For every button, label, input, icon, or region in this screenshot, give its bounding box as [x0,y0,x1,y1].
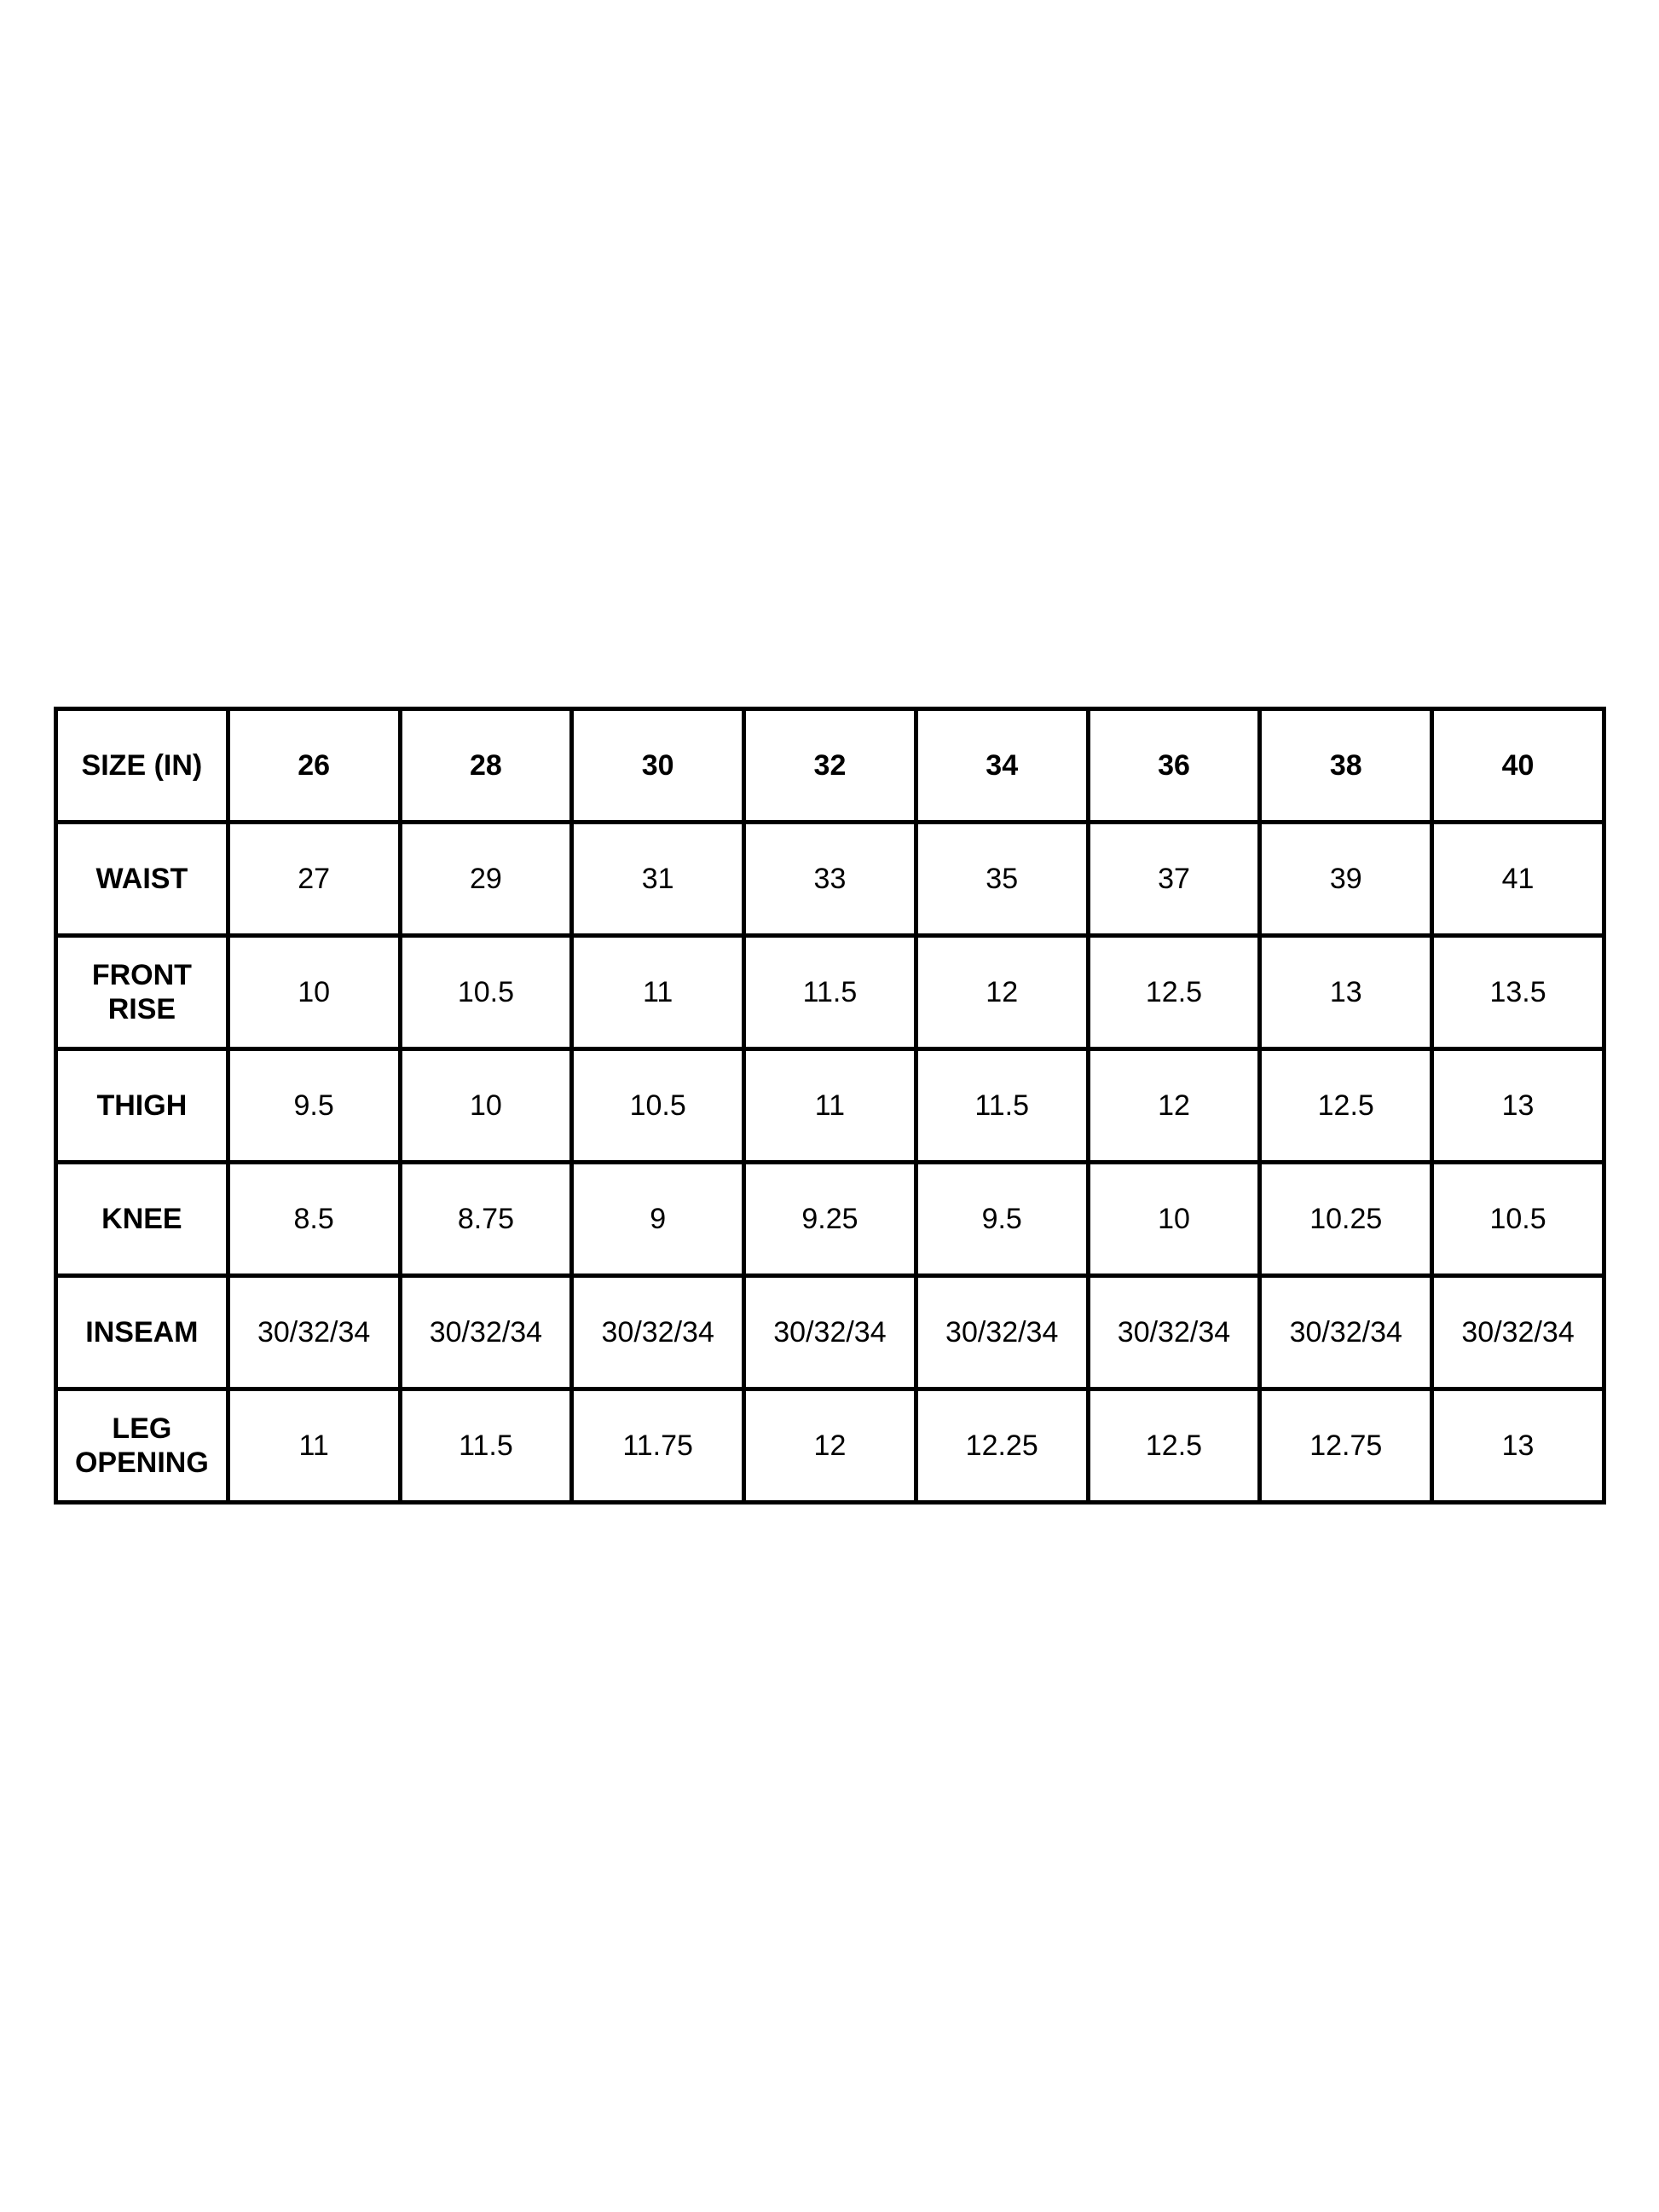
value-cell: 8.5 [228,1163,400,1276]
row-label-cell [56,1049,228,1163]
value-cell: 41 [1432,823,1604,936]
value-cell: 12 [916,936,1088,1049]
value-cell: 30/32/34 [1432,1276,1604,1389]
row-label-line: RISE [107,993,176,1025]
value-cell: 30/32/34 [916,1276,1088,1389]
value-cell: 39 [1260,823,1432,936]
value-cell: 12.5 [1088,936,1260,1049]
measurement-row-waist [56,823,1604,936]
header-row [56,709,1604,823]
row-label-cell [56,1163,228,1276]
value-cell: 10.5 [400,936,572,1049]
value-cell: 30/32/34 [228,1276,400,1389]
value-cell: 11 [228,1389,400,1503]
value-cell: 9.5 [228,1049,400,1163]
value-cell: 12.5 [1088,1389,1260,1503]
value-cell: 31 [572,823,744,936]
size-header-cell: 28 [400,709,572,823]
size-header-cell: 38 [1260,709,1432,823]
size-header-cell: 34 [916,709,1088,823]
measurement-row-inseam [56,1276,1604,1389]
row-label-cell [56,936,228,1049]
value-cell: 12.5 [1260,1049,1432,1163]
value-cell: 9.25 [744,1163,916,1276]
row-label-cell [56,1276,228,1389]
row-label-line: THIGH [96,1089,188,1122]
value-cell: 30/32/34 [572,1276,744,1389]
value-cell: 30/32/34 [744,1276,916,1389]
value-cell: 10 [228,936,400,1049]
value-cell: 30/32/34 [400,1276,572,1389]
size-header-cell: 32 [744,709,916,823]
value-cell: 13.5 [1432,936,1604,1049]
value-cell: 12.25 [916,1389,1088,1503]
row-label-line: INSEAM [85,1316,199,1349]
value-cell: 10.5 [572,1049,744,1163]
measurement-row-knee [56,1163,1604,1276]
value-cell: 37 [1088,823,1260,936]
row-label-cell [56,823,228,936]
value-cell: 30/32/34 [1088,1276,1260,1389]
value-cell: 35 [916,823,1088,936]
row-label-line: KNEE [101,1203,182,1235]
row-label-line: LEG [112,1412,172,1445]
value-cell: 12.75 [1260,1389,1432,1503]
value-cell: 10 [400,1049,572,1163]
value-cell: 29 [400,823,572,936]
value-cell: 12 [744,1389,916,1503]
measurement-row-front-rise [56,936,1604,1049]
value-cell: 11.5 [744,936,916,1049]
row-label-line: FRONT [91,959,192,991]
value-cell: 30/32/34 [1260,1276,1432,1389]
size-header-cell: 30 [572,709,744,823]
value-cell: 11.75 [572,1389,744,1503]
value-cell: 27 [228,823,400,936]
value-cell: 12 [1088,1049,1260,1163]
value-cell: 10 [1088,1163,1260,1276]
value-cell: 13 [1260,936,1432,1049]
value-cell: 9 [572,1163,744,1276]
size-header-cell: 26 [228,709,400,823]
row-label-cell [56,1389,228,1503]
size-header-cell: 40 [1432,709,1604,823]
size-chart-table [54,707,1606,1505]
value-cell: 10.5 [1432,1163,1604,1276]
size-header-cell: 36 [1088,709,1260,823]
measurement-row-thigh [56,1049,1604,1163]
header-label-cell: SIZE (IN) [56,709,228,823]
value-cell: 13 [1432,1389,1604,1503]
row-label-line: WAIST [95,863,188,895]
value-cell: 11 [744,1049,916,1163]
value-cell: 11.5 [400,1389,572,1503]
value-cell: 13 [1432,1049,1604,1163]
value-cell: 8.75 [400,1163,572,1276]
value-cell: 33 [744,823,916,936]
measurement-row-leg-opening [56,1389,1604,1503]
value-cell: 11.5 [916,1049,1088,1163]
row-label-line: OPENING [74,1447,209,1479]
value-cell: 9.5 [916,1163,1088,1276]
value-cell: 10.25 [1260,1163,1432,1276]
value-cell: 11 [572,936,744,1049]
